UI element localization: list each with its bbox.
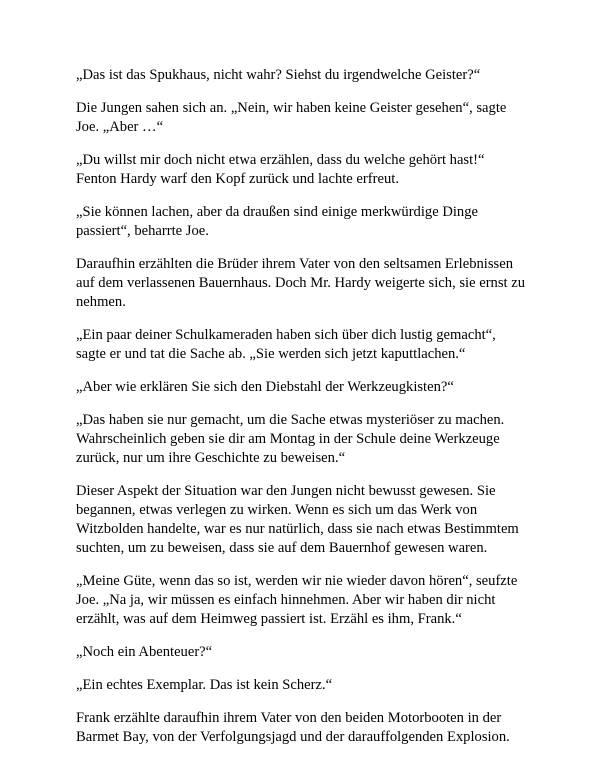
paragraph-11: „Noch ein Abenteuer?“ — [76, 644, 213, 660]
paragraph-4: „Sie können lachen, aber da draußen sind einige merkwürdige Dinge passiert“, beharrte Joe. — [76, 204, 478, 239]
paragraph-12: „Ein echtes Exemplar. Das ist kein Scherz.“ — [76, 677, 333, 693]
paragraph-3: „Du willst mir doch nicht etwa erzählen, dass du welche gehört hast!“ Fenton Hardy warf den Kopf zurück und lachte erfreut. — [76, 152, 485, 187]
paragraph-7: „Aber wie erklären Sie sich den Diebstahl der Werkzeugkisten?“ — [76, 379, 454, 395]
paragraph-9: Dieser Aspekt der Situation war den Jungen nicht bewusst gewesen. Sie begannen, etwas verlegen zu wirken. Wenn es sich um das Werk von Witzbolden handelte, war es nur natürlich, dass sie nach etwas Bestimmtem suchten, um zu beweisen, dass sie auf dem Bauernhof gewesen waren. — [76, 483, 519, 556]
paragraph-6: „Ein paar deiner Schulkameraden haben sich über dich lustig gemacht“, sagte er und tat die Sache ab. „Sie werden sich jetzt kaputtlachen.“ — [76, 327, 496, 362]
paragraph-1: „Das ist das Spukhaus, nicht wahr? Siehst du irgendwelche Geister?“ — [76, 67, 481, 83]
paragraph-5: Daraufhin erzählten die Brüder ihrem Vater von den seltsamen Erlebnissen auf dem verlassenen Bauernhaus. Doch Mr. Hardy weigerte sich, sie ernst zu nehmen. — [76, 256, 526, 310]
paragraph-10: „Meine Güte, wenn das so ist, werden wir nie wieder davon hören“, seufzte Joe. „Na ja, wir müssen es einfach hinnehmen. Aber wir haben dir nicht erzählt, was auf dem Heimweg passiert ist. Erzähl es ihm, Frank.“ — [76, 573, 518, 627]
document-page — [76, 66, 528, 761]
paragraph-13: Frank erzählte daraufhin ihrem Vater von den beiden Motorbooten in der Barmet Bay, von der Verfolgungsjagd und der darauffolgenden Explosion. — [76, 710, 510, 745]
paragraph-8: „Das haben sie nur gemacht, um die Sache etwas mysteriöser zu machen. Wahrscheinlich geben sie dir am Montag in der Schule deine Werkzeuge zurück, nur um ihre Geschichte zu beweisen.“ — [76, 412, 505, 466]
paragraph-2: Die Jungen sahen sich an. „Nein, wir haben keine Geister gesehen“, sagte Joe. „Aber …“ — [76, 100, 507, 135]
